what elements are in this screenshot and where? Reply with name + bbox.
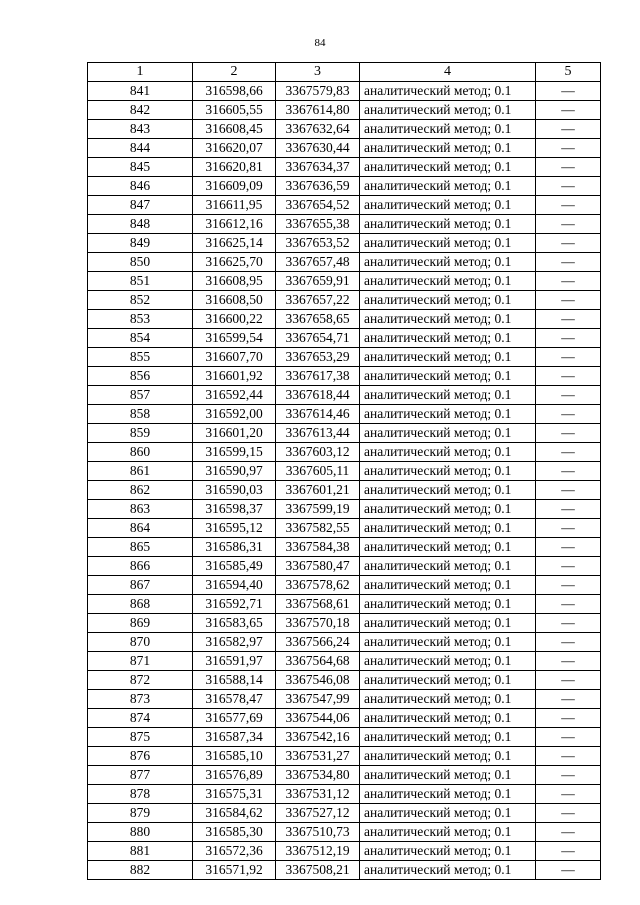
method-cell: аналитический метод; 0.1 xyxy=(360,291,536,310)
x-coordinate-cell: 316588,14 xyxy=(193,671,276,690)
point-number-cell: 845 xyxy=(88,158,193,177)
table-row xyxy=(88,405,601,424)
note-cell: — xyxy=(536,310,601,329)
note-cell: — xyxy=(536,196,601,215)
method-cell: аналитический метод; 0.1 xyxy=(360,595,536,614)
table-row xyxy=(88,652,601,671)
column-header-x: 2 xyxy=(193,63,276,82)
y-coordinate-cell: 3367632,64 xyxy=(276,120,360,139)
x-coordinate-cell: 316625,70 xyxy=(193,253,276,272)
method-cell: аналитический метод; 0.1 xyxy=(360,196,536,215)
y-coordinate-cell: 3367618,44 xyxy=(276,386,360,405)
point-number-cell: 862 xyxy=(88,481,193,500)
y-coordinate-cell: 3367580,47 xyxy=(276,557,360,576)
x-coordinate-cell: 316578,47 xyxy=(193,690,276,709)
note-cell: — xyxy=(536,291,601,310)
point-number-cell: 863 xyxy=(88,500,193,519)
method-cell: аналитический метод; 0.1 xyxy=(360,747,536,766)
point-number-cell: 881 xyxy=(88,842,193,861)
note-cell: — xyxy=(536,120,601,139)
coordinates-table xyxy=(87,62,601,880)
note-cell: — xyxy=(536,785,601,804)
point-number-cell: 867 xyxy=(88,576,193,595)
table-row xyxy=(88,804,601,823)
y-coordinate-cell: 3367605,11 xyxy=(276,462,360,481)
point-number-cell: 859 xyxy=(88,424,193,443)
y-coordinate-cell: 3367527,12 xyxy=(276,804,360,823)
method-cell: аналитический метод; 0.1 xyxy=(360,766,536,785)
y-coordinate-cell: 3367579,83 xyxy=(276,82,360,101)
table-row xyxy=(88,595,601,614)
method-cell: аналитический метод; 0.1 xyxy=(360,424,536,443)
method-cell: аналитический метод; 0.1 xyxy=(360,557,536,576)
note-cell: — xyxy=(536,139,601,158)
point-number-cell: 849 xyxy=(88,234,193,253)
x-coordinate-cell: 316608,45 xyxy=(193,120,276,139)
column-header-note: 5 xyxy=(536,63,601,82)
note-cell: — xyxy=(536,253,601,272)
point-number-cell: 843 xyxy=(88,120,193,139)
x-coordinate-cell: 316575,31 xyxy=(193,785,276,804)
y-coordinate-cell: 3367510,73 xyxy=(276,823,360,842)
table-row xyxy=(88,196,601,215)
point-number-cell: 860 xyxy=(88,443,193,462)
x-coordinate-cell: 316612,16 xyxy=(193,215,276,234)
table-row xyxy=(88,139,601,158)
x-coordinate-cell: 316571,92 xyxy=(193,861,276,880)
method-cell: аналитический метод; 0.1 xyxy=(360,861,536,880)
point-number-cell: 879 xyxy=(88,804,193,823)
y-coordinate-cell: 3367547,99 xyxy=(276,690,360,709)
note-cell: — xyxy=(536,82,601,101)
note-cell: — xyxy=(536,842,601,861)
table-row xyxy=(88,272,601,291)
method-cell: аналитический метод; 0.1 xyxy=(360,367,536,386)
table-row xyxy=(88,215,601,234)
method-cell: аналитический метод; 0.1 xyxy=(360,690,536,709)
y-coordinate-cell: 3367654,52 xyxy=(276,196,360,215)
y-coordinate-cell: 3367584,38 xyxy=(276,538,360,557)
point-number-cell: 871 xyxy=(88,652,193,671)
y-coordinate-cell: 3367582,55 xyxy=(276,519,360,538)
x-coordinate-cell: 316576,89 xyxy=(193,766,276,785)
x-coordinate-cell: 316585,49 xyxy=(193,557,276,576)
y-coordinate-cell: 3367578,62 xyxy=(276,576,360,595)
note-cell: — xyxy=(536,272,601,291)
y-coordinate-cell: 3367614,46 xyxy=(276,405,360,424)
y-coordinate-cell: 3367653,29 xyxy=(276,348,360,367)
table-row xyxy=(88,82,601,101)
table-row xyxy=(88,785,601,804)
table-row xyxy=(88,253,601,272)
note-cell: — xyxy=(536,348,601,367)
y-coordinate-cell: 3367534,80 xyxy=(276,766,360,785)
method-cell: аналитический метод; 0.1 xyxy=(360,614,536,633)
note-cell: — xyxy=(536,614,601,633)
note-cell: — xyxy=(536,234,601,253)
point-number-cell: 876 xyxy=(88,747,193,766)
note-cell: — xyxy=(536,671,601,690)
method-cell: аналитический метод; 0.1 xyxy=(360,842,536,861)
y-coordinate-cell: 3367566,24 xyxy=(276,633,360,652)
x-coordinate-cell: 316585,10 xyxy=(193,747,276,766)
note-cell: — xyxy=(536,823,601,842)
method-cell: аналитический метод; 0.1 xyxy=(360,633,536,652)
y-coordinate-cell: 3367657,48 xyxy=(276,253,360,272)
y-coordinate-cell: 3367657,22 xyxy=(276,291,360,310)
table-row xyxy=(88,538,601,557)
x-coordinate-cell: 316620,81 xyxy=(193,158,276,177)
method-cell: аналитический метод; 0.1 xyxy=(360,215,536,234)
point-number-cell: 844 xyxy=(88,139,193,158)
note-cell: — xyxy=(536,443,601,462)
point-number-cell: 842 xyxy=(88,101,193,120)
note-cell: — xyxy=(536,215,601,234)
table-row xyxy=(88,481,601,500)
y-coordinate-cell: 3367544,06 xyxy=(276,709,360,728)
method-cell: аналитический метод; 0.1 xyxy=(360,82,536,101)
note-cell: — xyxy=(536,329,601,348)
method-cell: аналитический метод; 0.1 xyxy=(360,652,536,671)
y-coordinate-cell: 3367613,44 xyxy=(276,424,360,443)
point-number-cell: 850 xyxy=(88,253,193,272)
note-cell: — xyxy=(536,690,601,709)
y-coordinate-cell: 3367654,71 xyxy=(276,329,360,348)
y-coordinate-cell: 3367653,52 xyxy=(276,234,360,253)
page-number: 84 xyxy=(314,37,326,49)
method-cell: аналитический метод; 0.1 xyxy=(360,405,536,424)
table-row xyxy=(88,519,601,538)
point-number-cell: 864 xyxy=(88,519,193,538)
point-number-cell: 869 xyxy=(88,614,193,633)
method-cell: аналитический метод; 0.1 xyxy=(360,500,536,519)
x-coordinate-cell: 316586,31 xyxy=(193,538,276,557)
method-cell: аналитический метод; 0.1 xyxy=(360,234,536,253)
x-coordinate-cell: 316595,12 xyxy=(193,519,276,538)
y-coordinate-cell: 3367617,38 xyxy=(276,367,360,386)
method-cell: аналитический метод; 0.1 xyxy=(360,310,536,329)
note-cell: — xyxy=(536,481,601,500)
y-coordinate-cell: 3367531,27 xyxy=(276,747,360,766)
x-coordinate-cell: 316587,34 xyxy=(193,728,276,747)
note-cell: — xyxy=(536,709,601,728)
method-cell: аналитический метод; 0.1 xyxy=(360,329,536,348)
y-coordinate-cell: 3367603,12 xyxy=(276,443,360,462)
table-row xyxy=(88,462,601,481)
table-row xyxy=(88,329,601,348)
x-coordinate-cell: 316600,22 xyxy=(193,310,276,329)
note-cell: — xyxy=(536,595,601,614)
table-row xyxy=(88,367,601,386)
note-cell: — xyxy=(536,557,601,576)
x-coordinate-cell: 316599,15 xyxy=(193,443,276,462)
table-row xyxy=(88,861,601,880)
point-number-cell: 880 xyxy=(88,823,193,842)
method-cell: аналитический метод; 0.1 xyxy=(360,120,536,139)
method-cell: аналитический метод; 0.1 xyxy=(360,804,536,823)
y-coordinate-cell: 3367634,37 xyxy=(276,158,360,177)
method-cell: аналитический метод; 0.1 xyxy=(360,443,536,462)
x-coordinate-cell: 316592,71 xyxy=(193,595,276,614)
point-number-cell: 857 xyxy=(88,386,193,405)
table-row xyxy=(88,158,601,177)
x-coordinate-cell: 316594,40 xyxy=(193,576,276,595)
note-cell: — xyxy=(536,633,601,652)
table-row xyxy=(88,671,601,690)
method-cell: аналитический метод; 0.1 xyxy=(360,272,536,291)
x-coordinate-cell: 316605,55 xyxy=(193,101,276,120)
y-coordinate-cell: 3367614,80 xyxy=(276,101,360,120)
table-row xyxy=(88,348,601,367)
x-coordinate-cell: 316592,00 xyxy=(193,405,276,424)
note-cell: — xyxy=(536,652,601,671)
table-row xyxy=(88,101,601,120)
x-coordinate-cell: 316599,54 xyxy=(193,329,276,348)
point-number-cell: 846 xyxy=(88,177,193,196)
note-cell: — xyxy=(536,405,601,424)
table-row xyxy=(88,747,601,766)
y-coordinate-cell: 3367655,38 xyxy=(276,215,360,234)
y-coordinate-cell: 3367508,21 xyxy=(276,861,360,880)
table-row xyxy=(88,728,601,747)
y-coordinate-cell: 3367564,68 xyxy=(276,652,360,671)
y-coordinate-cell: 3367568,61 xyxy=(276,595,360,614)
method-cell: аналитический метод; 0.1 xyxy=(360,462,536,481)
x-coordinate-cell: 316598,37 xyxy=(193,500,276,519)
x-coordinate-cell: 316583,65 xyxy=(193,614,276,633)
point-number-cell: 872 xyxy=(88,671,193,690)
x-coordinate-cell: 316584,62 xyxy=(193,804,276,823)
method-cell: аналитический метод; 0.1 xyxy=(360,823,536,842)
x-coordinate-cell: 316590,03 xyxy=(193,481,276,500)
y-coordinate-cell: 3367630,44 xyxy=(276,139,360,158)
y-coordinate-cell: 3367542,16 xyxy=(276,728,360,747)
method-cell: аналитический метод; 0.1 xyxy=(360,139,536,158)
note-cell: — xyxy=(536,101,601,120)
y-coordinate-cell: 3367658,65 xyxy=(276,310,360,329)
table-row xyxy=(88,576,601,595)
point-number-cell: 878 xyxy=(88,785,193,804)
method-cell: аналитический метод; 0.1 xyxy=(360,728,536,747)
note-cell: — xyxy=(536,177,601,196)
method-cell: аналитический метод; 0.1 xyxy=(360,158,536,177)
point-number-cell: 858 xyxy=(88,405,193,424)
point-number-cell: 875 xyxy=(88,728,193,747)
method-cell: аналитический метод; 0.1 xyxy=(360,576,536,595)
point-number-cell: 841 xyxy=(88,82,193,101)
x-coordinate-cell: 316625,14 xyxy=(193,234,276,253)
point-number-cell: 851 xyxy=(88,272,193,291)
method-cell: аналитический метод; 0.1 xyxy=(360,253,536,272)
point-number-cell: 861 xyxy=(88,462,193,481)
table-row xyxy=(88,614,601,633)
method-cell: аналитический метод; 0.1 xyxy=(360,785,536,804)
table-header-row xyxy=(88,63,601,82)
method-cell: аналитический метод; 0.1 xyxy=(360,177,536,196)
point-number-cell: 877 xyxy=(88,766,193,785)
point-number-cell: 848 xyxy=(88,215,193,234)
y-coordinate-cell: 3367636,59 xyxy=(276,177,360,196)
x-coordinate-cell: 316611,95 xyxy=(193,196,276,215)
table-row xyxy=(88,424,601,443)
column-header-method: 4 xyxy=(360,63,536,82)
x-coordinate-cell: 316585,30 xyxy=(193,823,276,842)
point-number-cell: 847 xyxy=(88,196,193,215)
point-number-cell: 855 xyxy=(88,348,193,367)
note-cell: — xyxy=(536,576,601,595)
point-number-cell: 873 xyxy=(88,690,193,709)
method-cell: аналитический метод; 0.1 xyxy=(360,709,536,728)
table-row xyxy=(88,766,601,785)
y-coordinate-cell: 3367599,19 xyxy=(276,500,360,519)
table-row xyxy=(88,557,601,576)
note-cell: — xyxy=(536,367,601,386)
x-coordinate-cell: 316607,70 xyxy=(193,348,276,367)
point-number-cell: 853 xyxy=(88,310,193,329)
point-number-cell: 866 xyxy=(88,557,193,576)
x-coordinate-cell: 316592,44 xyxy=(193,386,276,405)
y-coordinate-cell: 3367601,21 xyxy=(276,481,360,500)
column-header-point-number: 1 xyxy=(88,63,193,82)
note-cell: — xyxy=(536,861,601,880)
method-cell: аналитический метод; 0.1 xyxy=(360,538,536,557)
y-coordinate-cell: 3367570,18 xyxy=(276,614,360,633)
table-row xyxy=(88,500,601,519)
note-cell: — xyxy=(536,462,601,481)
y-coordinate-cell: 3367659,91 xyxy=(276,272,360,291)
y-coordinate-cell: 3367546,08 xyxy=(276,671,360,690)
point-number-cell: 852 xyxy=(88,291,193,310)
x-coordinate-cell: 316591,97 xyxy=(193,652,276,671)
note-cell: — xyxy=(536,386,601,405)
note-cell: — xyxy=(536,728,601,747)
table-row xyxy=(88,234,601,253)
table-row xyxy=(88,633,601,652)
method-cell: аналитический метод; 0.1 xyxy=(360,101,536,120)
y-coordinate-cell: 3367531,12 xyxy=(276,785,360,804)
table-row xyxy=(88,177,601,196)
point-number-cell: 865 xyxy=(88,538,193,557)
x-coordinate-cell: 316620,07 xyxy=(193,139,276,158)
table-row xyxy=(88,690,601,709)
point-number-cell: 870 xyxy=(88,633,193,652)
method-cell: аналитический метод; 0.1 xyxy=(360,519,536,538)
point-number-cell: 868 xyxy=(88,595,193,614)
table-row xyxy=(88,386,601,405)
x-coordinate-cell: 316601,92 xyxy=(193,367,276,386)
point-number-cell: 874 xyxy=(88,709,193,728)
point-number-cell: 854 xyxy=(88,329,193,348)
note-cell: — xyxy=(536,500,601,519)
x-coordinate-cell: 316572,36 xyxy=(193,842,276,861)
point-number-cell: 856 xyxy=(88,367,193,386)
table-row xyxy=(88,709,601,728)
column-header-y: 3 xyxy=(276,63,360,82)
note-cell: — xyxy=(536,538,601,557)
x-coordinate-cell: 316608,95 xyxy=(193,272,276,291)
note-cell: — xyxy=(536,747,601,766)
table-row xyxy=(88,443,601,462)
x-coordinate-cell: 316609,09 xyxy=(193,177,276,196)
x-coordinate-cell: 316608,50 xyxy=(193,291,276,310)
table-row xyxy=(88,823,601,842)
note-cell: — xyxy=(536,519,601,538)
method-cell: аналитический метод; 0.1 xyxy=(360,348,536,367)
method-cell: аналитический метод; 0.1 xyxy=(360,671,536,690)
method-cell: аналитический метод; 0.1 xyxy=(360,481,536,500)
point-number-cell: 882 xyxy=(88,861,193,880)
method-cell: аналитический метод; 0.1 xyxy=(360,386,536,405)
x-coordinate-cell: 316601,20 xyxy=(193,424,276,443)
note-cell: — xyxy=(536,158,601,177)
y-coordinate-cell: 3367512,19 xyxy=(276,842,360,861)
note-cell: — xyxy=(536,424,601,443)
table-row xyxy=(88,842,601,861)
table-row xyxy=(88,310,601,329)
x-coordinate-cell: 316598,66 xyxy=(193,82,276,101)
table-row xyxy=(88,120,601,139)
x-coordinate-cell: 316582,97 xyxy=(193,633,276,652)
x-coordinate-cell: 316590,97 xyxy=(193,462,276,481)
note-cell: — xyxy=(536,804,601,823)
note-cell: — xyxy=(536,766,601,785)
x-coordinate-cell: 316577,69 xyxy=(193,709,276,728)
table-row xyxy=(88,291,601,310)
